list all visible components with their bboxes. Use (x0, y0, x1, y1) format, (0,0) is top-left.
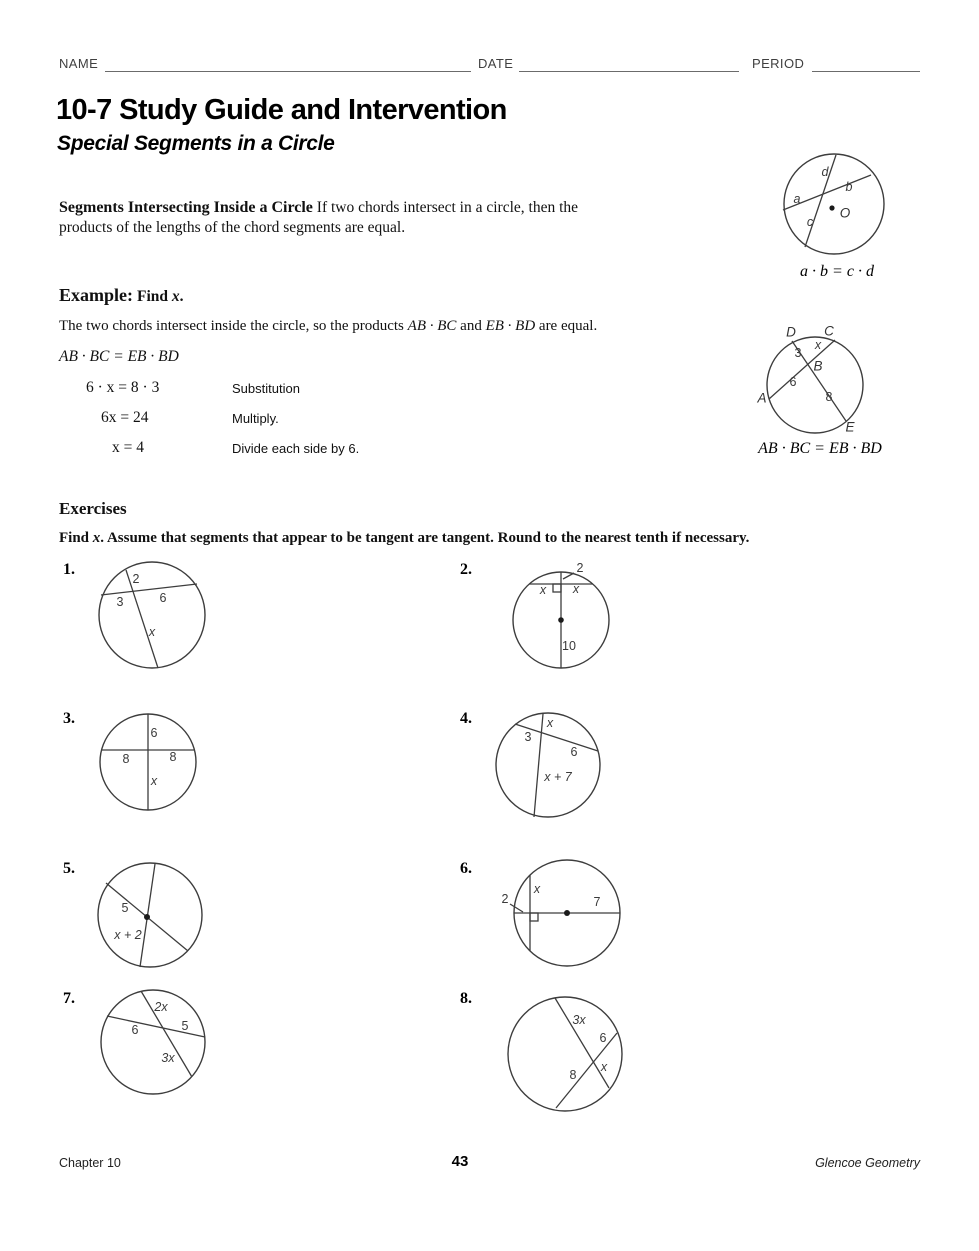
date-label: DATE (478, 56, 514, 71)
exercise-5-diagram (88, 853, 213, 973)
right-angle-mark (530, 913, 538, 921)
right-angle-mark (553, 584, 561, 592)
point-label-b: B (813, 358, 823, 374)
label-8-left: 8 (122, 752, 130, 766)
exercise-3-diagram (88, 702, 210, 817)
point-label-d: D (786, 324, 796, 340)
label-10: 10 (562, 639, 576, 653)
label-x: x (533, 882, 541, 896)
exercise-3-number: 3. (63, 710, 75, 727)
segment-label-d: d (821, 165, 829, 179)
circle-outline (99, 562, 205, 668)
label-6: 6 (599, 1031, 607, 1045)
page-subtitle: Special Segments in a Circle (57, 132, 335, 155)
label-6: 6 (131, 1023, 139, 1037)
center-dot (558, 617, 564, 623)
exercise-1-number: 1. (63, 561, 75, 578)
chord-line-1 (534, 714, 543, 817)
exercise-7-diagram (95, 988, 220, 1100)
point-label-e: E (845, 419, 855, 435)
center-dot (144, 914, 150, 920)
exercise-1-diagram (90, 558, 215, 673)
exercise-2-diagram (500, 560, 622, 675)
circle-outline (101, 990, 205, 1094)
exercise-8-diagram (505, 995, 630, 1117)
label-x-left: x (539, 583, 547, 597)
intro-text-1: The two chords intersect inside the circle, so the products (59, 318, 408, 334)
center-dot (564, 910, 570, 916)
label-7: 7 (593, 895, 601, 909)
chord-line-1 (107, 1016, 205, 1037)
concept-paragraph (59, 198, 624, 239)
date-blank-line (519, 58, 739, 72)
period-label: PERIOD (752, 56, 805, 71)
chord-line-1 (101, 584, 197, 595)
exercise-6-diagram (495, 855, 630, 973)
figure1-svg (759, 147, 915, 259)
label-3: 3 (524, 730, 532, 744)
exercise-4-svg (488, 705, 613, 825)
figure-example-circle (735, 318, 905, 463)
label-x: x (148, 625, 156, 639)
label-2: 2 (501, 892, 509, 906)
intro-text-3: are equal. (535, 318, 598, 334)
segment-label-ab: 6 (789, 375, 797, 389)
name-blank-line (105, 58, 471, 72)
exercise-8-number: 8. (460, 990, 472, 1007)
step1-note: Substitution (232, 381, 300, 396)
exercise-6-svg (495, 855, 630, 973)
label-3x: 3x (161, 1051, 175, 1065)
example-intro (59, 318, 709, 335)
point-label-c: C (824, 323, 834, 339)
segment-label-a: a (793, 192, 801, 206)
label-leader-line (563, 573, 574, 579)
label-2x: 2x (154, 1000, 168, 1014)
exercise-8-svg (505, 995, 630, 1117)
intro-math-2: EB · BD (485, 318, 536, 334)
label-leader-line (510, 904, 523, 912)
footer-page-number: 43 (451, 1153, 469, 1170)
footer-brand: Glencoe Geometry (815, 1156, 920, 1170)
intro-math-1: AB · BC (407, 318, 457, 334)
segment-label-b: b (845, 180, 853, 194)
exercise-2-svg (500, 560, 622, 675)
segment-label-bc: x (814, 338, 822, 352)
point-label-a: A (757, 390, 767, 406)
label-5: 5 (181, 1019, 189, 1033)
page-title: 10-7 Study Guide and Intervention (56, 94, 507, 126)
label-2: 2 (576, 561, 584, 575)
center-point-label: O (839, 205, 851, 221)
period-blank-line (812, 58, 920, 72)
instr-text-2: . Assume that segments that appear to be tangent are tangent. Round to the nearest tenth if necessary. (100, 530, 750, 546)
label-x-plus-7: x + 7 (544, 770, 572, 784)
step3-equation: x = 4 (112, 439, 144, 456)
header-blanks (59, 56, 920, 74)
label-8-right: 8 (169, 750, 177, 764)
exercises-instruction (59, 530, 749, 547)
concept-body: If two chords intersect in a circle, then the products of the lengths of the chord segments are equal. (59, 198, 579, 236)
figure1-equation: a · b = c · d (800, 263, 874, 280)
instr-text-1: Find (59, 530, 93, 546)
label-6: 6 (150, 726, 158, 740)
figure2-equation: AB · BC = EB · BD (758, 440, 882, 457)
exercise-7-svg (95, 988, 220, 1100)
exercise-5-number: 5. (63, 860, 75, 877)
exercises-heading: Exercises (59, 499, 127, 518)
concept-lead: Segments Intersecting Inside a Circle (59, 198, 313, 216)
chord-line-2 (556, 1033, 617, 1108)
label-x: x (546, 716, 554, 730)
center-dot (829, 205, 834, 210)
exercise-7-number: 7. (63, 990, 75, 1007)
footer-chapter: Chapter 10 (59, 1156, 121, 1170)
example-main-equation: AB · BC = EB · BD (59, 348, 179, 365)
step2-equation: 6x = 24 (101, 409, 149, 426)
circle-outline (98, 863, 202, 967)
intro-text-2: and (456, 318, 486, 334)
chord-cd-line (805, 155, 836, 247)
find-x: x (171, 288, 180, 305)
label-2: 2 (132, 572, 140, 586)
exercise-1-svg (90, 558, 215, 673)
label-8: 8 (569, 1068, 577, 1082)
find-period: . (179, 288, 184, 305)
exercise-4-diagram (488, 705, 613, 825)
label-6: 6 (159, 591, 167, 605)
exercise-4-number: 4. (460, 710, 472, 727)
label-3: 3 (116, 595, 124, 609)
example-find (137, 288, 184, 305)
label-x: x (600, 1060, 608, 1074)
chord-line-2 (126, 570, 158, 668)
exercise-2-number: 2. (460, 561, 472, 578)
step3-note: Divide each side by 6. (232, 441, 360, 456)
label-x-right: x (572, 582, 580, 596)
step1-equation: 6 · x = 8 · 3 (86, 379, 160, 396)
instr-x: x (92, 530, 101, 546)
segment-label-be: 8 (825, 390, 833, 404)
example-heading (59, 285, 184, 306)
label-5: 5 (121, 901, 129, 915)
label-x: x (150, 774, 158, 788)
step2-note: Multiply. (232, 411, 279, 426)
exercise-5-svg (88, 853, 213, 973)
exercise-6-number: 6. (460, 860, 472, 877)
exercise-3-svg (88, 702, 210, 817)
figure2-svg (735, 318, 905, 438)
example-word: Example: (59, 285, 133, 305)
label-6: 6 (570, 745, 578, 759)
name-label: NAME (59, 56, 99, 71)
label-x-plus-2: x + 2 (114, 928, 142, 942)
segment-label-c: c (806, 215, 814, 229)
label-3x: 3x (572, 1013, 586, 1027)
find-text: Find (137, 288, 172, 305)
figure-chords-abcd (759, 147, 915, 287)
segment-label-db: 3 (794, 346, 802, 360)
